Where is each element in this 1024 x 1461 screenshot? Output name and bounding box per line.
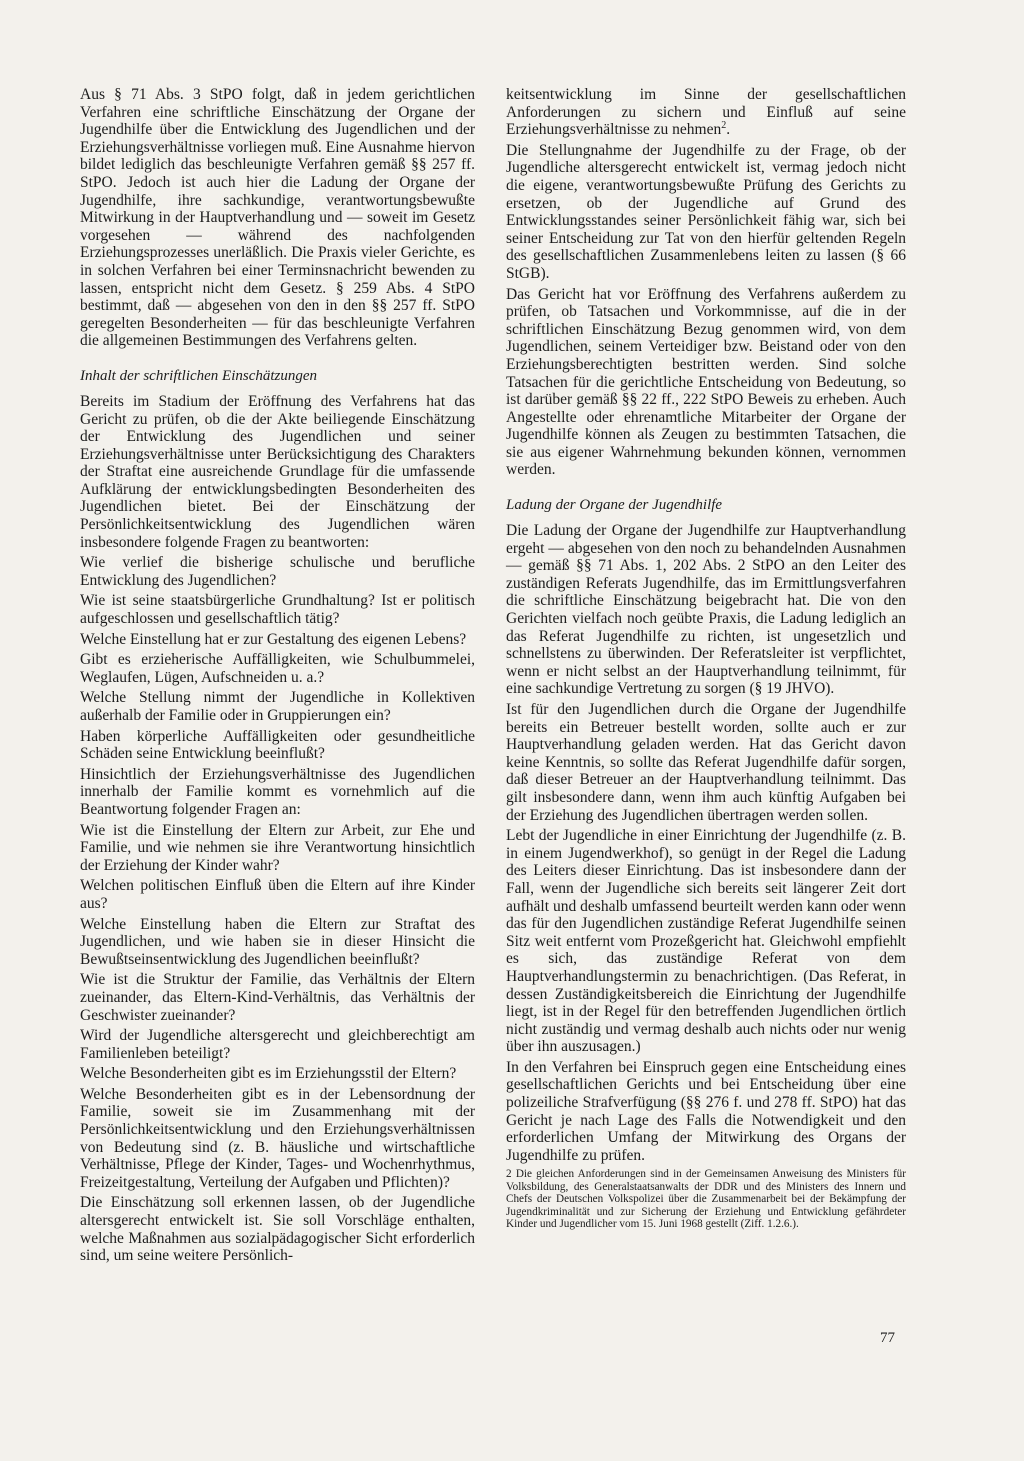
left-column — [80, 86, 475, 1268]
paragraph: Lebt der Jugendliche in einer Einrichtung der Jugendhilfe (z. B. in einem Jugendwerkhof), so genügt in der Regel die Ladung des Leiters dieser Einrichtung. Das ist insbesondere dann der Fall, wenn der Jugendliche sich bereits seit längerer Zeit dort aufhält und deshalb umfassend beurteilt werden kann oder wenn das für den Jugendlichen zuständige Referat Jugendhilfe seinen Sitz weit entfernt vom Prozeßgericht hat. Gleichwohl empfiehlt es sich, das zuständige Referat von dem Hauptverhandlungstermin zu benachrichtigen. (Das Referat, in dessen Zuständigkeitsbereich die Einrichtung der Jugendhilfe liegt, ist in der Regel für den betreffenden Jugendlichen örtlich nicht zuständig und vermag deshalb auch nichts oder nur wenig über ihn auszusagen.) — [506, 827, 906, 1056]
paragraph: Bereits im Stadium der Eröffnung des Verfahrens hat das Gericht zu prüfen, ob die der Akte beiliegende Einschätzung der Entwicklung des Jugendlichen und seiner Erziehungsverhältnisse unter Berücksichtigung des Charakters der Straftat eine ausreichende Grundlage für die umfassende Aufklärung der entwicklungsbedingten Besonderheiten des Jugendlichen bietet. Bei der Einschätzung der Persönlichkeitsentwicklung des Jugendlichen wären insbesondere folgende Fragen zu beantworten: — [80, 392, 475, 551]
question: Welche Einstellung hat er zur Gestaltung des eigenen Lebens? — [80, 630, 467, 648]
question: Wird der Jugendliche altersgerecht und gleichberechtigt am Familienleben beteiligt? — [80, 1027, 475, 1062]
paragraph-text: keitsentwicklung im Sinne der gesellschaftlichen Anforderungen zu sichern und Einfluß auf seine Erziehungsverhältnisse zu nehmen — [506, 86, 906, 139]
paragraph: Ist für den Jugendlichen durch die Organe der Jugendhilfe bereits ein Betreuer bestellt worden, sollte auch er zur Hauptverhandlung geladen werden. Hat das Gericht davon keine Kenntnis, so sollte das Referat Jugendhilfe dafür sorgen, daß dieser Betreuer an der Hauptverhandlung teilnimmt. Das gilt insbesondere dann, wenn ihm auch künftig Aufgaben bei der Erziehung des Jugendlichen übertragen werden sollen. — [506, 701, 906, 824]
paragraph-end: . — [726, 121, 731, 139]
paragraph: Die Stellungnahme der Jugendhilfe zu der Frage, ob der Jugendliche altersgerecht entwickelt ist, vermag jedoch nicht die eigene, verantwortungsbewußte Prüfung des Gerichts zu ersetzen, ob der Jugendliche auf Grund des Entwicklungsstandes seiner Persönlichkeit fähig war, sich bei seiner Entscheidung zur Tat von den hierfür geltenden Regeln des gesellschaftlichen Zusammenlebens leiten zu lassen (§ 66 StGB). — [506, 141, 906, 282]
question: Welche Einstellung haben die Eltern zur Straftat des Jugendlichen, und wie haben sie in dieser Hinsicht die Bewußtseinsentwicklung des Jugendlichen beeinflußt? — [80, 915, 475, 968]
right-column — [506, 86, 906, 1242]
paragraph: Die Ladung der Organe der Jugendhilfe zur Hauptverhandlung ergeht — abgesehen von den noch zu behandelnden Ausnahmen — gemäß §§ 71 Abs. 1, 202 Abs. 2 StPO an den Leiter des zuständigen Referats Jugendhilfe, das im Ermittlungsverfahren die schriftliche Einschätzung beigebracht hat. Die von den Gerichten vielfach noch geübte Praxis, die Ladung lediglich an das Referat Jugendhilfe zu richten, ist ungesetzlich und schnellstens zu überwinden. Der Referatsleiter ist verpflichtet, wenn er nicht selbst an der Hauptverhandlung teilnimmt, für eine sachkundige Vertretung zu sorgen (§ 19 JHVO). — [506, 522, 906, 698]
paragraph — [506, 86, 906, 139]
section-heading: Ladung der Organe der Jugendhilfe — [506, 497, 723, 514]
question: Haben körperliche Auffälligkeiten oder gesundheitliche Schäden seine Entwicklung beeinflußt? — [80, 727, 475, 763]
question: Gibt es erzieherische Auffälligkeiten, wie Schulbummelei, Weglaufen, Lügen, Aufschneiden u. a.? — [80, 651, 475, 686]
question: Wie ist seine staatsbürgerliche Grundhaltung? Ist er politisch aufgeschlossen und gesellschaftlich tätig? — [80, 592, 475, 628]
question: Welche Besonderheiten gibt es in der Lebensordnung der Familie, soweit sie im Zusammenhang mit der Persönlichkeitsentwicklung und den Erziehungsverhältnissen von Bedeutung sind (z. B. häusliche und wirtschaftliche Verhältnisse, Pflege der Kinder, Tages- und Wochenrhythmus, Freizeitgestaltung, Verteilung der Aufgaben und Pflichten)? — [80, 1085, 475, 1191]
paragraph: Das Gericht hat vor Eröffnung des Verfahrens außerdem zu prüfen, ob Tatsachen und Vorkommnisse, auf die in der schriftlichen Einschätzung Bezug genommen wird, von dem Jugendlichen, seinem Verteidiger bzw. Beistand oder von den Erziehungsberechtigten bestritten werden. Sind solche Tatsachen für die gerichtliche Entscheidung von Bedeutung, so ist darüber gemäß §§ 22 ff., 222 StPO Beweis zu erheben. Auch Angestellte oder ehrenamtliche Mitarbeiter der Organe der Jugendhilfe können als Zeugen zu bestimmten Tatsachen, die sie aus eigener Wahrnehmung bekunden können, vernommen werden. — [506, 285, 906, 479]
paragraph: Aus § 71 Abs. 3 StPO folgt, daß in jedem gerichtlichen Verfahren eine schriftliche Einschätzung der Organe der Jugendhilfe über die Entwicklung des Jugendlichen und der Erziehungsverhältnisse vorliegen muß. Eine Ausnahme hiervon bildet lediglich das beschleunigte Verfahren gemäß §§ 257 ff. StPO. Jedoch ist auch hier die Ladung der Organe der Jugendhilfe, ihre sachkundige, verantwortungsbewußte Mitwirkung in der Hauptverhandlung und — soweit im Gesetz vorgesehen — während des nachfolgenden Erziehungsprozesses unerläßlich. Die Praxis vieler Gerichte, es in solchen Verfahren bei einer Terminsnachricht bewenden zu lassen, entspricht nicht dem Gesetz. § 259 Abs. 4 StPO bestimmt, daß — abgesehen von den in den §§ 257 ff. StPO geregelten Besonderheiten — für das beschleunigte Verfahren die allgemeinen Bestimmungen des Verfahrens gelten. — [80, 86, 475, 350]
footnote-marker: 2 — [721, 120, 727, 132]
question: Welche Stellung nimmt der Jugendliche in Kollektiven außerhalb der Familie oder in Gruppierungen ein? — [80, 689, 475, 724]
question: Welche Besonderheiten gibt es im Erziehungsstil der Eltern? — [80, 1065, 457, 1083]
question: Wie verlief die bisherige schulische und berufliche Entwicklung des Jugendlichen? — [80, 554, 475, 589]
page-number: 77 — [880, 1330, 895, 1346]
question: Welchen politischen Einfluß üben die Eltern auf ihre Kinder aus? — [80, 877, 475, 912]
paragraph: Die Einschätzung soll erkennen lassen, ob der Jugendliche altersgerecht entwickelt ist. Sie soll Vorschläge enthalten, welche Maßnahmen aus sozialpädagogischer Sicht erforderlich sind, um seine weitere Persönlich- — [80, 1194, 475, 1265]
section-heading: Inhalt der schriftlichen Einschätzungen — [80, 367, 318, 384]
question: Wie ist die Einstellung der Eltern zur Arbeit, zur Ehe und Familie, und wie nehmen sie ihre Verantwortung hinsichtlich der Erziehung der Kinder wahr? — [80, 821, 475, 874]
paragraph: Hinsichtlich der Erziehungsverhältnisse des Jugendlichen innerhalb der Familie kommt es vornehmlich auf die Beantwortung folgender Fragen an: — [80, 765, 475, 818]
paragraph: In den Verfahren bei Einspruch gegen eine Entscheidung eines gesellschaftlichen Gerichts und bei Entscheidung über eine polizeiliche Strafverfügung (§§ 276 f. und 278 ff. StPO) hat das Gericht je nach Lage des Falls die Notwendigkeit und den erforderlichen Umfang der Mitwirkung des Organs der Jugendhilfe zu prüfen. — [506, 1058, 906, 1164]
footnote: 2 Die gleichen Anforderungen sind in der Gemeinsamen Anweisung des Ministers für Volksbildung, des Generalstaatsanwalts der DDR und des Ministers des Innern und Chefs der Deutschen Volkspolizei über die Zusammenarbeit bei der Bekämpfung der Jugendkriminalität und zur Sicherung der Erziehung und Entwicklung gefährdeter Kinder und Jugendlicher vom 15. Juni 1968 gestellt (Ziff. 1.2.6.). — [506, 1168, 906, 1231]
question: Wie ist die Struktur der Familie, das Verhältnis der Eltern zueinander, das Eltern-Kind-Verhältnis, das Verhältnis der Geschwister zueinander? — [80, 971, 475, 1024]
